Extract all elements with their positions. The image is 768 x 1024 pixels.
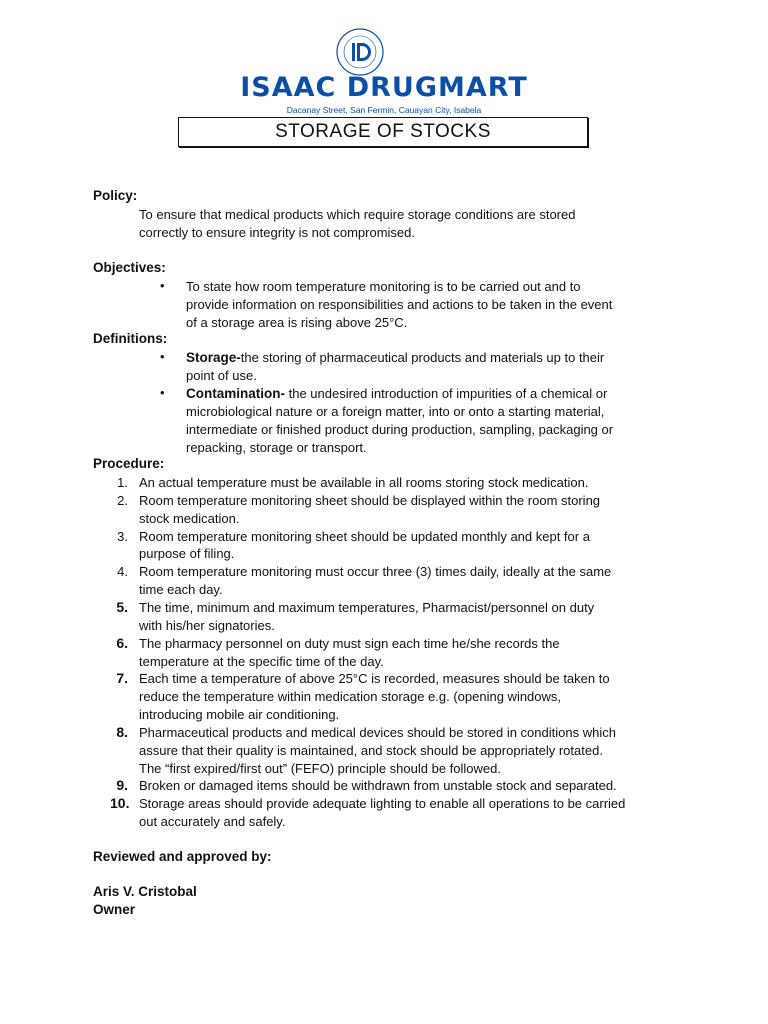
objectives-heading: Objectives: [93,260,166,275]
definition-storage [186,349,676,367]
procedure-number: 7. [116,670,128,687]
procedure-item-line: introducing mobile air conditioning. [139,707,340,723]
procedure-number: 5. [116,598,128,615]
procedure-item-line: stock medication. [139,510,240,526]
definition-text-line: repacking, storage or transport. [186,440,367,455]
procedure-item-line: Room temperature monitoring sheet should be updated monthly and kept for a [139,528,590,544]
definition-text: the storing of pharmaceutical products and materials up to their [240,350,605,365]
bullet-icon: • [160,278,165,293]
definition-text-line: microbiological nature or a foreign matter, into or onto a starting material, [186,404,605,419]
procedure-item-line: purpose of filing. [139,546,235,562]
procedure-number: 1. [117,475,128,490]
procedure-item-line: Each time a temperature of above 25°C is recorded, measures should be taken to [139,671,610,687]
approver-role: Owner [93,902,136,917]
brand-name: ISAAC DRUGMART [240,72,528,103]
procedure-item-line: time each day. [139,582,223,598]
procedure-item-line: The pharmacy personnel on duty must sign each time he/she records the [139,635,560,651]
procedure-item-line: Room temperature monitoring sheet should be displayed within the room storing [139,492,601,508]
policy-heading: Policy: [93,188,138,203]
procedure-number: 2. [117,492,128,508]
approval-label: Reviewed and approved by: [93,849,272,864]
procedure-number: 3. [117,528,128,544]
definition-text: the undesired introduction of impurities of a chemical or [285,386,608,401]
procedure-item-line: temperature at the specific time of the day. [139,653,384,669]
definition-text-line: intermediate or finished product during production, sampling, packaging or [186,422,614,437]
definition-term: Storage- [186,350,241,365]
bullet-icon: • [160,385,165,400]
procedure-number: 6. [116,634,128,651]
procedure-number: 8. [116,723,128,740]
objective-text-line: provide information on responsibilities and actions to be taken in the event [186,297,613,312]
bullet-icon: • [160,349,165,364]
isaac-drugmart-logo-icon [332,27,388,77]
procedure-number: 10. [110,795,130,812]
procedure-item-line: with his/her signatories. [139,617,275,633]
approver-name: Aris V. Cristobal [93,884,197,899]
procedure-item-line: The time, minimum and maximum temperatures, Pharmacist/personnel on duty [139,599,595,615]
policy-text-line: To ensure that medical products which require storage conditions are stored [139,207,576,222]
objective-text-line: To state how room temperature monitoring is to be carried out and to [186,279,581,294]
procedure-number: 9. [116,777,128,794]
procedure-item-line: assure that their quality is maintained, and stock should be appropriately rotated. [139,742,603,758]
definitions-heading: Definitions: [93,331,168,346]
objective-text-line: of a storage area is rising above 25°C. [186,315,408,330]
procedure-heading: Procedure: [93,456,165,471]
definition-contamination [186,385,676,403]
procedure-item-line: Pharmaceutical products and medical devices should be stored in conditions which [139,724,616,740]
procedure-number: 4. [117,564,128,580]
procedure-item-line: out accurately and safely. [139,814,286,830]
document-header [0,0,768,150]
policy-text-line: correctly to ensure integrity is not compromised. [139,225,415,240]
definition-term: Contamination- [186,386,285,401]
procedure-item-line: An actual temperature must be available in all rooms storing stock medication. [139,475,589,490]
procedure-item-line: Room temperature monitoring must occur three (3) times daily, ideally at the same [139,564,612,580]
definition-text-line: point of use. [186,368,257,383]
document-title: STORAGE OF STOCKS [178,117,588,147]
procedure-item-line: Broken or damaged items should be withdrawn from unstable stock and separated. [139,778,617,794]
procedure-item-line: reduce the temperature within medication storage e.g. (opening windows, [139,689,562,705]
procedure-item-line: The “first expired/first out” (FEFO) principle should be followed. [139,760,501,776]
company-address: Dacanay Street, San Fermin, Cauayan City, Isabela [286,105,482,115]
procedure-item-line: Storage areas should provide adequate lighting to enable all operations to be carried [139,796,626,812]
